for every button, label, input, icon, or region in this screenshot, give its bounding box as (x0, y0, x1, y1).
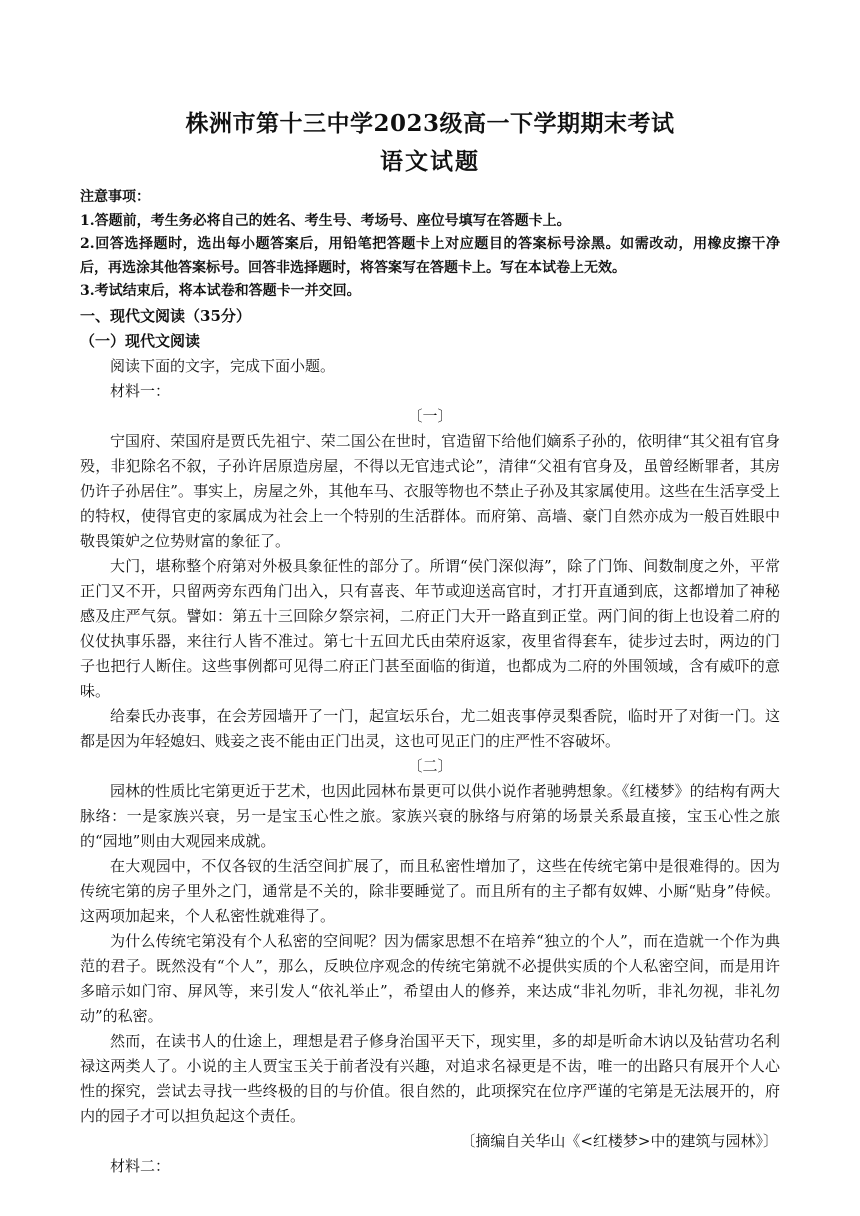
source-citation: 〔摘编自关华山《<红楼梦>中的建筑与园林》〕 (460, 1131, 778, 1150)
material-label: 材料一： (110, 381, 171, 400)
notice-item: 1.答题前，考生务必将自己的姓名、考生号、考场号、座位号填写在答题卡上。 (80, 212, 571, 229)
exam-subtitle: 语文试题 (380, 148, 480, 175)
notice-item: 3.考试结束后，将本试卷和答题卡一并交回。 (80, 283, 361, 299)
exam-title: 株洲市第十三中学2023级高一下学期期末考试 (185, 110, 675, 137)
notice-block (80, 186, 780, 304)
section-heading: 一、现代文阅读（35分） (80, 306, 251, 325)
paragraph: 园林的性质比宅第更近于艺术，也因此园林布景更可以供小说作者驰骋想象。《红楼梦》的结构有两大脉络：一是家族兴衰，另一是宝玉心性之旅。家族兴衰的脉络与府第的场景关系最直接，宝玉心性之旅的“园地”则由大观园来成就。 (80, 781, 780, 850)
material-label: 材料二： (110, 1156, 171, 1175)
notice-item: 2.回答选择题时，选出每小题答案后，用铅笔把答题卡上对应题目的答案标号涂黑。如需改动，用橡皮擦干净后，再选涂其他答案标号。回答非选择题时，将答案写在答题卡上。写在本试卷上无效。 (80, 236, 780, 276)
subsection-heading: （一）现代文阅读 (80, 331, 201, 350)
paragraph: 在大观园中，不仅各钗的生活空间扩展了，而且私密性增加了，这些在传统宅第中是很难得的。因为传统宅第的房子里外之门，通常是不关的，除非要睡觉了。而且所有的主子都有奴婢、小厮“贴身”侍候。这两项加起来，个人私密性就难得了。 (80, 856, 780, 925)
notice-heading: 注意事项： (80, 189, 150, 205)
paragraph: 然而，在读书人的仕途上，理想是君子修身治国平天下，现实里，多的却是听命木讷以及钻营功名利禄这两类人了。小说的主人贾宝玉关于前者没有兴趣，对追求名禄更是不齿，唯一的出路只有展开个人心性的探究，尝试去寻找一些终极的目的与价值。很自然的，此项探究在位序严谨的宅第是无法展开的，府内的园子才可以担负起这个责任。 (80, 1031, 780, 1125)
part-marker: 〔一〕 (407, 406, 453, 425)
paragraph: 宁国府、荣国府是贾氏先祖宁、荣二国公在世时，官造留下给他们嫡系子孙的，依明律“其父祖有官身殁，非犯除名不叙，子孙许居原造房屋，不得以无官违式论”，清律“父祖有官身及，虽曾经断罪者，其房仍许子孙居住”。事实上，房屋之外，其他车马、衣服等物也不禁止子孙及其家属使用。这些在生活享受上的特权，使得官吏的家属成为社会上一个特别的生活群体。而府第、高墙、豪门自然亦成为一般百姓眼中敬畏策妒之位势财富的象征了。 (80, 431, 780, 550)
part-marker: 〔二〕 (407, 756, 453, 775)
instruction-text: 阅读下面的文字，完成下面小题。 (110, 356, 336, 375)
paragraph: 大门，堪称整个府第对外极具象征性的部分了。所谓“侯门深似海”，除了门饰、间数制度之外，平常正门又不开，只留两旁东西角门出入，只有喜丧、年节或迎送高官时，才打开直通到底，这都增加了神秘感及庄严气氛。譬如：第五十三回除夕祭宗祠，二府正门大开一路直到正堂。两门间的街上也设着二府的仪仗执事乐器，来往行人皆不准过。第七十五回尤氏由荣府返家，夜里省得套车，徒步过去时，两边的门子也把行人断住。这些事例都可见得二府正门甚至面临的街道，也都成为二府的外围领域，含有威吓的意味。 (80, 556, 780, 700)
paragraph: 给秦氏办丧事，在会芳园墙开了一门，起宣坛乐台，尤二姐丧事停灵梨香院，临时开了对街一门。这都是因为年轻媳妇、贱妾之丧不能由正门出灵，这也可见正门的庄严性不容破坏。 (80, 706, 780, 750)
paragraph: 为什么传统宅第没有个人私密的空间呢？因为儒家思想不在培养“独立的个人”，而在造就一个作为典范的君子。既然没有“个人”，那么，反映位序观念的传统宅第就不必提供实质的个人私密空间，而是用许多暗示如门帘、屏风等，来引发人“依礼举止”，希望由人的修养，来达成“非礼勿听，非礼勿视，非礼勿动”的私密。 (80, 931, 780, 1025)
reading-section (80, 304, 780, 1179)
